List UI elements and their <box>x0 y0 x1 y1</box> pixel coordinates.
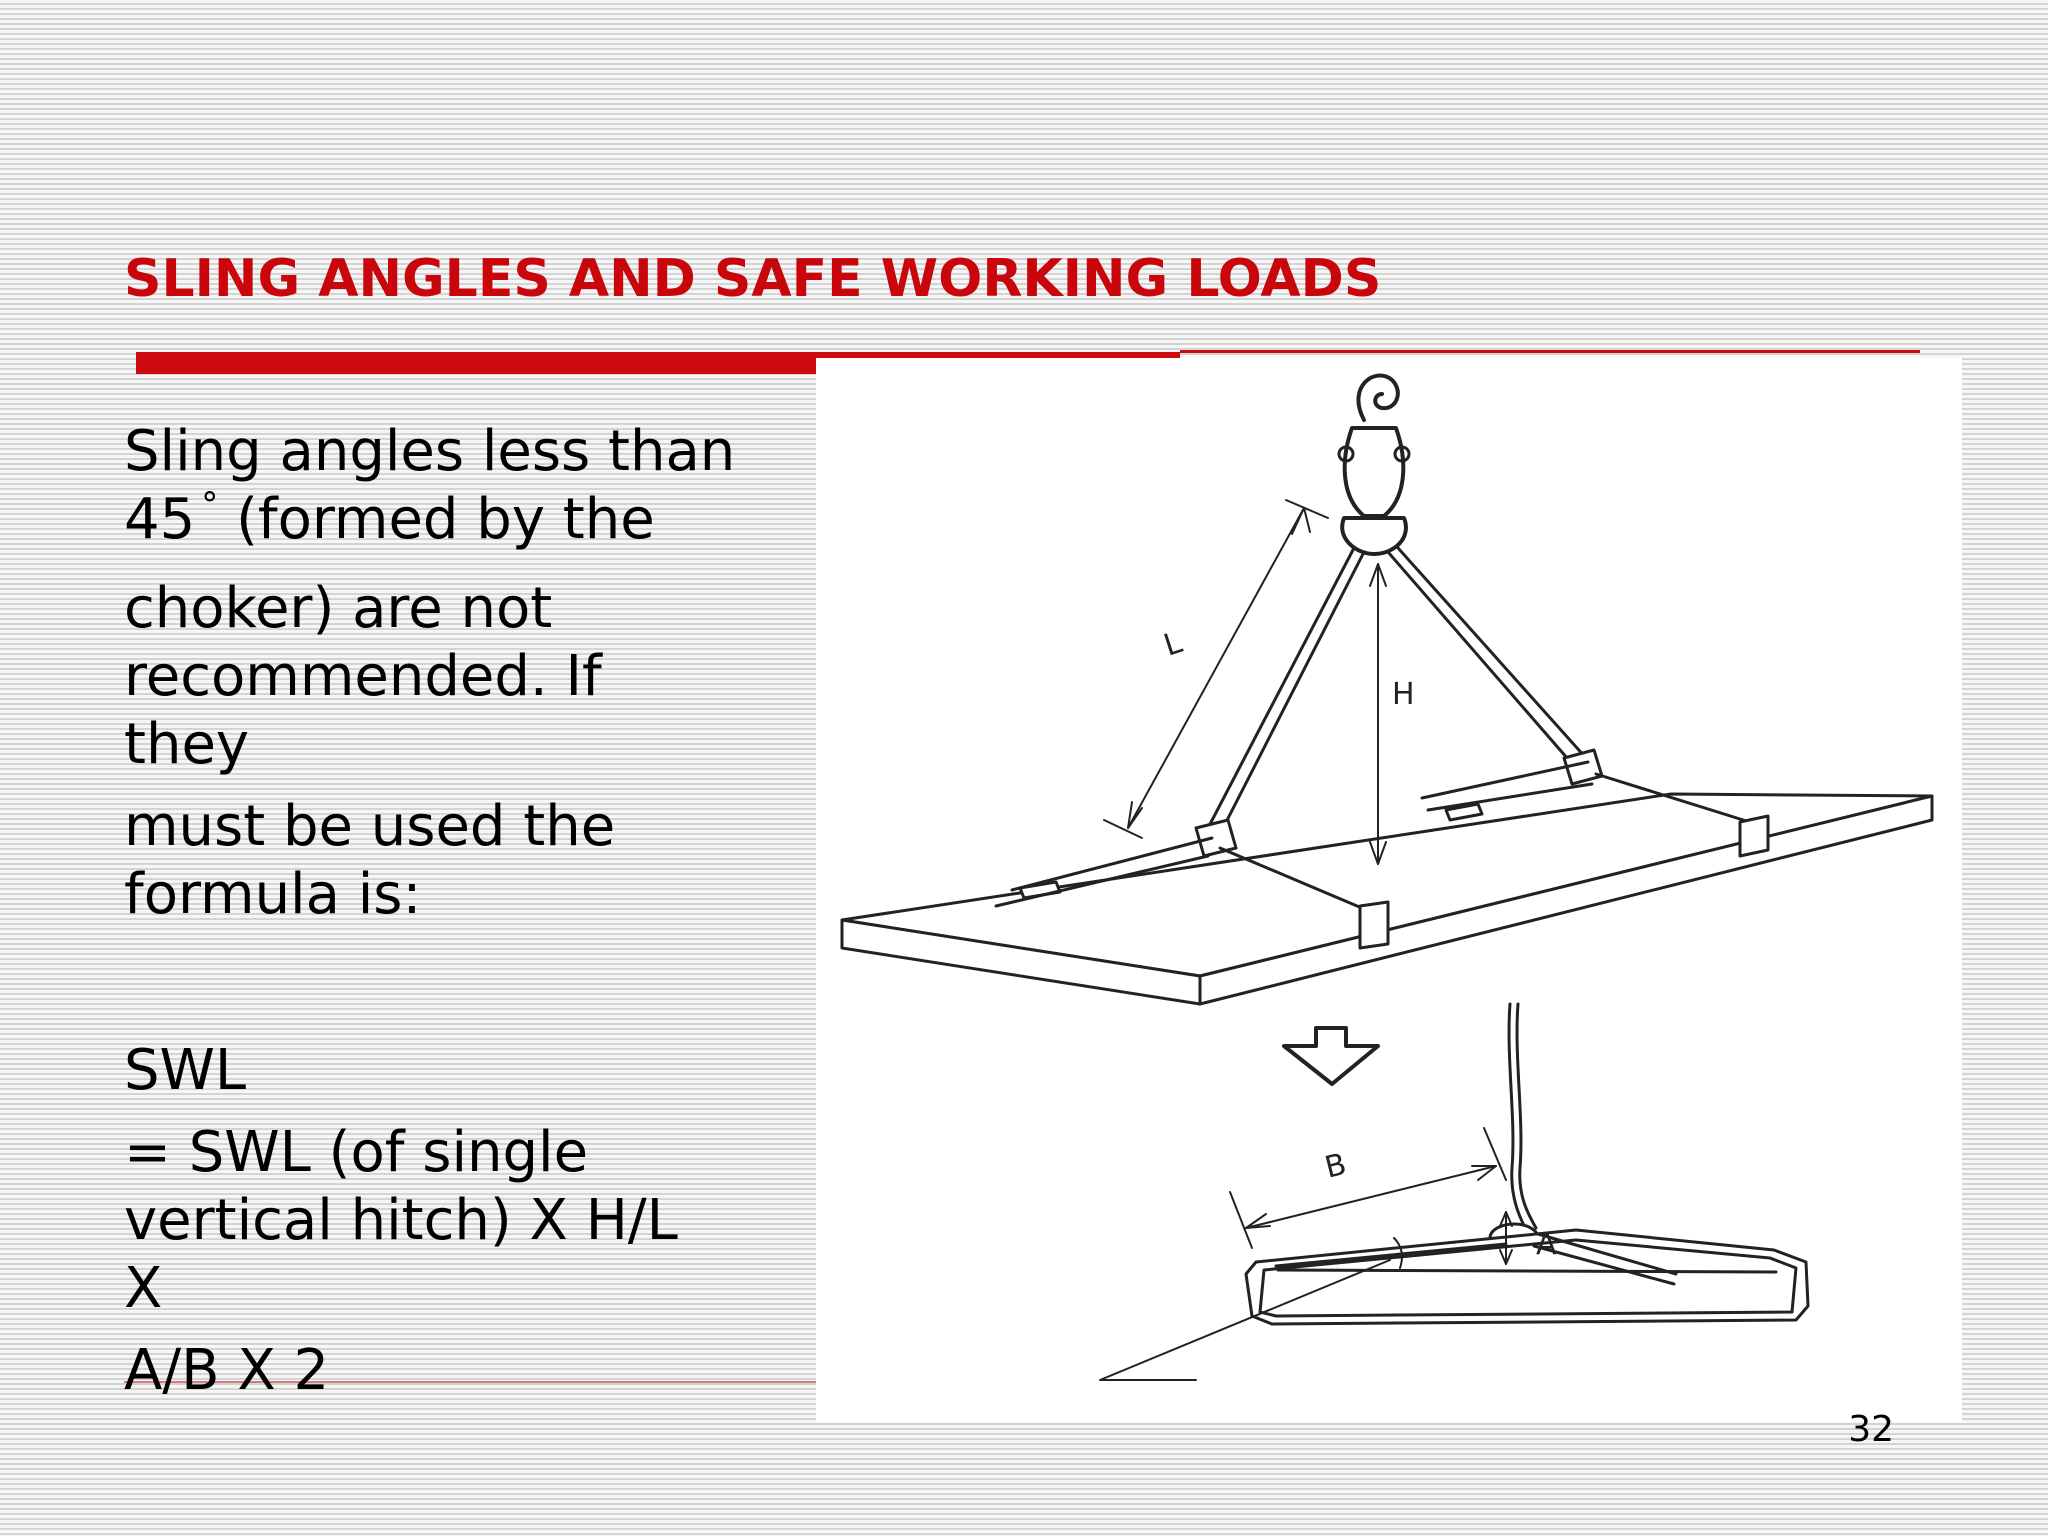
crane-line <box>1517 1004 1536 1228</box>
body-line-text: they <box>124 712 250 777</box>
sling-leg-right <box>1388 552 1574 766</box>
title-underline-thin <box>1180 350 1920 353</box>
choker-band <box>1360 902 1388 948</box>
label-L: L <box>1159 625 1187 664</box>
choker-right <box>1422 762 1588 798</box>
body-line <box>124 486 784 561</box>
label-A: A <box>1536 1227 1557 1262</box>
label-H: H <box>1392 677 1415 712</box>
formula-line <box>124 1337 784 1405</box>
body-line <box>124 711 784 779</box>
dimension-B <box>1246 1166 1496 1228</box>
body-line <box>124 793 784 861</box>
shackle <box>1345 428 1404 516</box>
formula-label <box>124 1037 784 1105</box>
body-line <box>124 861 784 929</box>
slide-title: SLING ANGLES AND SAFE WORKING LOADS <box>124 249 1382 309</box>
sling-diagram <box>816 358 1962 1422</box>
degree-symbol: ° <box>201 485 219 525</box>
body-line-text: choker) are not <box>124 576 553 641</box>
formula-text: SWL <box>124 1038 247 1103</box>
master-link <box>1342 518 1406 554</box>
body-line <box>124 643 784 711</box>
body-line <box>124 575 784 643</box>
lower-choker-drawing <box>1100 1004 1808 1380</box>
load-top <box>1278 1270 1776 1272</box>
dimension-B-tick <box>1230 1192 1252 1248</box>
dimension-L-tick <box>1286 500 1328 518</box>
choker-fitting <box>1196 820 1236 856</box>
body-line-text: recommended. If <box>124 644 602 709</box>
slide-number: 32 <box>1848 1409 1894 1450</box>
formula-text: = SWL (of single <box>124 1120 589 1185</box>
formula-line <box>124 1119 784 1187</box>
choker-band <box>1740 816 1768 856</box>
formula-text: vertical hitch) X H/L <box>124 1188 678 1253</box>
upper-lift-drawing <box>842 375 1932 1004</box>
sling-leg-left <box>1208 548 1354 828</box>
formula-line <box>124 1187 784 1255</box>
label-B: B <box>1321 1146 1350 1186</box>
formula-text: A/B X 2 <box>124 1338 330 1403</box>
body-text <box>124 418 784 1405</box>
body-line-text: 45 <box>124 487 196 552</box>
formula-text: X <box>124 1256 163 1321</box>
choker-right <box>1428 784 1592 810</box>
dimension-L-tick <box>1104 820 1142 838</box>
body-line-text: Sling angles less than <box>124 419 736 484</box>
sling-leg-left <box>1220 552 1364 834</box>
body-line-text: (formed by the <box>218 487 655 552</box>
body-line-text: formula is: <box>124 862 422 927</box>
dimension-L <box>1128 508 1304 828</box>
body-line <box>124 418 784 486</box>
formula-line <box>124 1255 784 1323</box>
sling-leg-right <box>1398 548 1586 758</box>
down-arrow-icon <box>1284 1028 1378 1084</box>
body-line-text: must be used the <box>124 794 616 859</box>
hook <box>1358 375 1397 420</box>
